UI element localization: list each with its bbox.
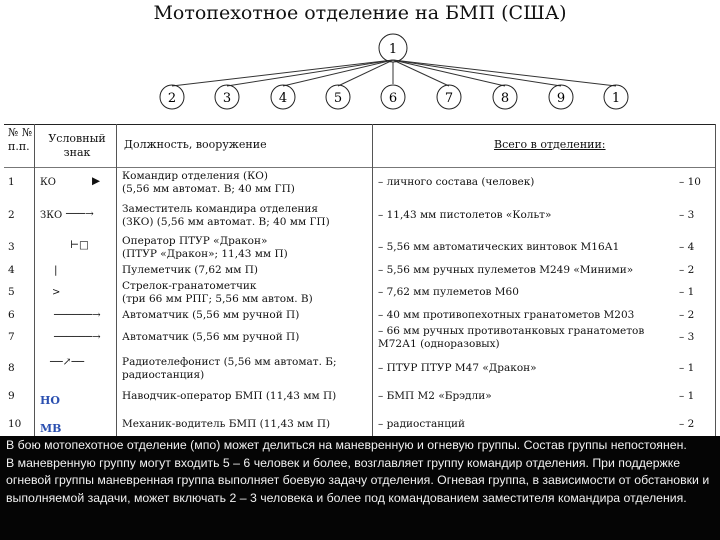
tree-label-6: 6 [388, 91, 398, 106]
row-symbol: ЗКО [40, 210, 63, 221]
machine-gun-icon: | [54, 264, 58, 276]
row-total: – 7,62 мм пулеметов М60 [378, 286, 519, 298]
row-position: Оператор ПТУР «Дракон» (ПТУР «Дракон»; 11,43 мм П) [122, 235, 288, 260]
row-total: – 40 мм противопехотных гранатометов М203 [378, 309, 635, 321]
tree-connectors [172, 60, 616, 86]
header-total: Всего в отделении: [494, 138, 606, 151]
row-position: Стрелок-гранатометчик (три 66 мм РПГ; 5,56 мм автом. В) [122, 280, 313, 305]
row-count: – 1 [679, 286, 695, 298]
row-count: – 3 [679, 331, 695, 343]
row-num: 4 [8, 264, 15, 276]
row-total: – радиостанций [378, 418, 466, 430]
row-symbol: КО [40, 177, 56, 188]
header-num: № № п.п. [8, 126, 33, 153]
tree-label-7: 7 [444, 91, 454, 106]
dragon-launcher-icon: ⊢□ [70, 239, 89, 251]
row-position: Механик-водитель БМП (11,43 мм П) [122, 418, 331, 430]
row-num: 8 [8, 362, 15, 374]
arrow-right-icon: ──────→ [54, 309, 101, 321]
radio-operator-icon: ──↗── [50, 356, 85, 368]
header-position: Должность, вооружение [124, 138, 267, 151]
row-count: – 4 [679, 241, 695, 253]
row-position: Командир отделения (КО) (5,56 мм автомат. В; 40 мм ГП) [122, 170, 295, 195]
description-paragraph-2: В маневренную группу могут входить 5 – 6 человек и более, возглавляет группу командир отделения. При поддержке огневой группы маневренная группа выполняет боевую задачу отделения. Огневая группа, в зависимости от обстановки и выполняемой задачи, может включать 2 – 3 человека и более под командованием заместителя командира отделения. [6, 455, 710, 505]
row-num: 2 [8, 209, 15, 221]
page-title: Мотопехотное отделение на БМП (США) [153, 2, 567, 24]
row-num: 1 [8, 176, 15, 188]
row-position: Автоматчик (5,56 мм ручной П) [122, 309, 300, 321]
arrow-right-icon: ▶ [92, 175, 101, 187]
row-count: – 10 [679, 176, 701, 188]
row-position: Радиотелефонист (5,56 мм автомат. Б; радиостанция) [122, 356, 337, 381]
row-num: 6 [8, 309, 15, 321]
description-paragraph-1: В бою мотопехотное отделение (мпо) может делиться на маневренную и огневую группы. Состав группы непостоянен. [6, 438, 687, 452]
row-num: 10 [8, 418, 22, 430]
row-count: – 1 [679, 362, 695, 374]
arrow-right-icon: ──────→ [54, 331, 101, 343]
tree-label-3: 3 [222, 91, 232, 106]
row-total: – личного состава (человек) [378, 176, 535, 188]
row-num: 5 [8, 286, 15, 298]
row-num: 7 [8, 331, 15, 343]
row-num: 9 [8, 390, 15, 402]
row-total: – 11,43 мм пистолетов «Кольт» [378, 209, 552, 221]
tree-label-root: 1 [388, 42, 398, 57]
row-position: Пулеметчик (7,62 мм П) [122, 264, 258, 276]
row-count: – 2 [679, 418, 695, 430]
row-count: – 2 [679, 309, 695, 321]
org-tree [0, 0, 720, 124]
tree-label-10: 1 [611, 91, 621, 106]
tree-label-5: 5 [333, 91, 343, 106]
row-symbol: > [52, 287, 61, 298]
row-count: – 3 [679, 209, 695, 221]
row-total: – 5,56 мм ручных пулеметов М249 «Миними» [378, 264, 634, 276]
tree-label-4: 4 [278, 91, 288, 106]
row-total: – БМП М2 «Брэдли» [378, 390, 492, 402]
header-symbol: Условный знак [48, 132, 106, 159]
row-position: Наводчик-оператор БМП (11,43 мм П) [122, 390, 337, 402]
arrow-right-icon: ───→ [66, 208, 94, 220]
row-total: – ПТУР ПТУР М47 «Дракон» [378, 362, 537, 374]
row-position: Автоматчик (5,56 мм ручной П) [122, 331, 300, 343]
tree-label-9: 9 [556, 91, 566, 106]
row-symbol: НО [40, 394, 60, 407]
row-num: 3 [8, 241, 15, 253]
row-count: – 2 [679, 264, 695, 276]
row-symbol: МВ [40, 422, 62, 435]
tree-label-2: 2 [167, 91, 177, 106]
composition-table [4, 124, 716, 444]
row-total: – 5,56 мм автоматических винтовок М16А1 [378, 241, 620, 253]
row-total: – 66 мм ручных противотанковых гранатометов М72А1 (одноразовых) [378, 325, 645, 350]
row-position: Заместитель командира отделения (ЗКО) (5,56 мм автомат. В; 40 мм ГП) [122, 203, 330, 228]
row-count: – 1 [679, 390, 695, 402]
tree-label-8: 8 [500, 91, 510, 106]
description-panel [0, 436, 720, 540]
